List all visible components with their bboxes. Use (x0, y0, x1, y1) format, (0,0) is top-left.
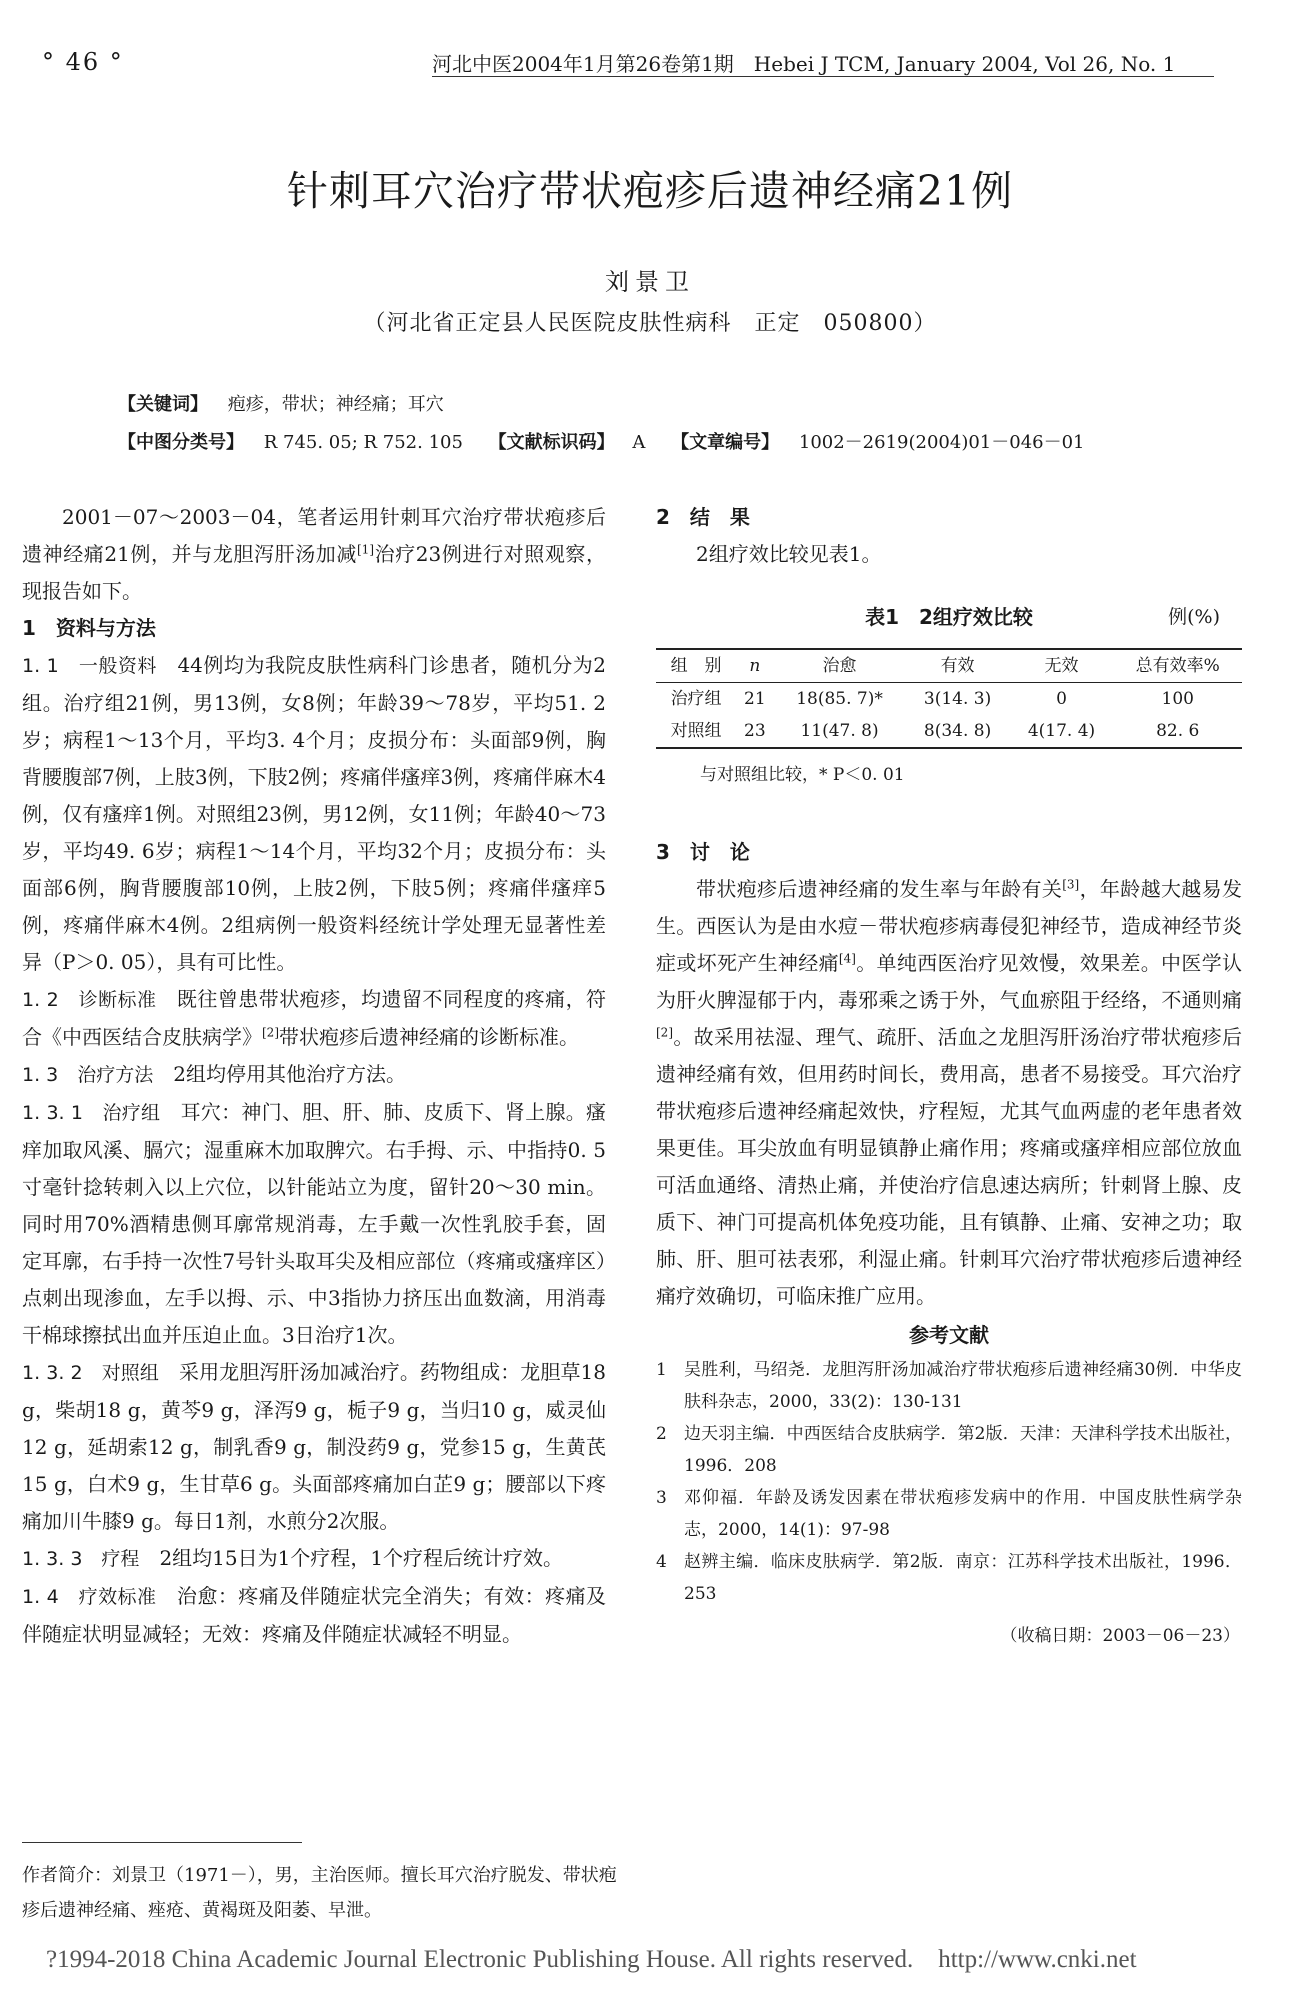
footnote-rule (22, 1842, 302, 1843)
citation-ref: [1] (357, 542, 374, 557)
keywords-label: 【关键词】 (118, 394, 208, 415)
table-header-cell: 无效 (1044, 656, 1079, 676)
subheading-1-4: 1. 4 疗效标准 (22, 1586, 157, 1608)
article-number: 1002－2619(2004)01－046－01 (798, 432, 1085, 453)
table-cell: 3(14. 3) (923, 689, 992, 709)
table-unit: 例(%) (1168, 606, 1220, 628)
author-name: 刘景卫 (605, 268, 695, 296)
citation-ref: [3] (1062, 877, 1080, 892)
table-header-row (656, 649, 1242, 683)
reference-item: 1 吴胜利，马绍尧．龙胆泻肝汤加减治疗带状疱疹后遗神经痛30例．中华皮肤科杂志，2000，33(2)：130-131 (656, 1354, 1242, 1418)
paragraph-1-2: 1. 2 诊断标准 既往曾患带状疱疹，均遗留不同程度的疼痛，符合《中西医结合皮肤病学》[2]带状疱疹后遗神经痛的诊断标准。 (22, 987, 607, 1049)
subheading-1-3-3: 1. 3. 3 疗程 (22, 1548, 140, 1570)
paragraph-1-3-3: 1. 3. 3 疗程 2组均15日为1个疗程，1个疗程后统计疗效。 (22, 1546, 564, 1570)
table-row (656, 715, 1242, 748)
subheading-1-3: 1. 3 治疗方法 (22, 1064, 154, 1086)
author-footnote: 作者简介：刘景卫（1971－），男，主治医师。擅长耳穴治疗脱发、带状疱疹后遗神经痛、痤疮、黄褐斑及阳萎、早泄。 (22, 1865, 617, 1921)
header-rule (432, 76, 1214, 77)
table-cell: 82. 6 (1156, 721, 1200, 741)
clc-number: R 745. 05; R 752. 105 (263, 432, 463, 453)
page-number: ° 46 ° (42, 48, 124, 76)
clc-label: 【中图分类号】 (118, 432, 244, 453)
citation-ref: [2] (262, 1025, 279, 1040)
table-header-cell: n (749, 656, 761, 676)
subheading-1-3-1: 1. 3. 1 治疗组 (22, 1102, 161, 1124)
keywords-line (118, 390, 444, 416)
citation-ref: [4] (838, 951, 856, 966)
running-header: 河北中医2004年1月第26卷第1期 Hebei J TCM, January 2004, Vol 26, No. 1 (432, 52, 1176, 76)
table-cell: 23 (744, 721, 766, 741)
reference-number: 2 (656, 1424, 667, 1444)
reference-item: 2 边天羽主编．中西医结合皮肤病学．第2版．天津：天津科学技术出版社，1996．208 (656, 1418, 1242, 1482)
paragraph-1-3-1: 1. 3. 1 治疗组 耳穴：神门、胆、肝、肺、皮质下、肾上腺。瘙痒加取风溪、膈穴；湿重麻木加取脾穴。右手拇、示、中指持0. 5寸毫针捻转刺入以上穴位，以针能站立为度，留针20～30 min。同时用70%酒精患侧耳廓常规消毒，左手戴一次性乳胶手套，固定耳廓，右手持一次性7号针头取耳尖及相应部位（疼痛或瘙痒区）点刺出现渗血，左手以拇、示、中3指协力挤压出血数滴，用消毒干棉球擦拭出血并压迫止血。3日治疗1次。 (22, 1100, 607, 1347)
doc-code-label: 【文献标识码】 (488, 432, 615, 453)
table-row (656, 683, 1242, 716)
table-caption: 表1 2组疗效比较 例(%) (656, 599, 1242, 636)
section-heading-1: 1 资料与方法 (22, 616, 156, 640)
subheading-1-1: 1. 1 一般资料 (22, 655, 157, 677)
reference-number: 3 (656, 1488, 667, 1508)
doc-code: A (632, 432, 646, 453)
table-cell: 对照组 (670, 721, 722, 741)
table-header-cell: 组 别 (670, 656, 722, 676)
references-heading: 参考文献 (909, 1323, 989, 1347)
section-heading-3: 3 讨 论 (656, 840, 750, 864)
right-column (656, 499, 1242, 1655)
section-heading-2: 2 结 果 (656, 505, 750, 529)
reference-item: 3 邓仰福．年龄及诱发因素在带状疱疹发病中的作用．中国皮肤性病学杂志，2000，14(1)：97-98 (656, 1482, 1242, 1546)
table-note: 与对照组比较，* P＜0. 01 (700, 765, 905, 785)
reference-number: 1 (656, 1360, 667, 1380)
reference-number: 4 (656, 1552, 667, 1572)
classification-line (118, 428, 1085, 454)
table-header-cell: 有效 (940, 656, 975, 676)
table-cell: 18(85. 7)* (796, 689, 883, 709)
subheading-1-2: 1. 2 诊断标准 (22, 989, 157, 1011)
efficacy-table (656, 648, 1242, 749)
table-cell: 11(47. 8) (800, 721, 879, 741)
paragraph-1-3-2: 1. 3. 2 对照组 采用龙胆泻肝汤加减治疗。药物组成：龙胆草18 g，柴胡18 g，黄芩9 g，泽泻9 g，栀子9 g，当归10 g，威灵仙12 g，延胡索12 g，制乳香9 g，制没药9 g，党参15 g，生黄芪15 g，白术9 g，生甘草6 g。头面部疼痛加白芷9 g；腰部以下疼痛加川牛膝9 g。每日1剂，水煎分2次服。 (22, 1360, 606, 1533)
citation-ref: [2] (656, 1025, 673, 1040)
results-paragraph: 2组疗效比较见表1。 (696, 542, 882, 566)
table-header-cell: 治愈 (822, 656, 857, 676)
table-cell: 21 (744, 689, 766, 709)
table-cell: 4(17. 4) (1027, 721, 1096, 741)
table-header-cell: 总有效率% (1135, 656, 1220, 676)
article-title: 针刺耳穴治疗带状疱疹后遗神经痛21例 (286, 167, 1014, 215)
intro-paragraph: 2001－07～2003－04，笔者运用针刺耳穴治疗带状疱疹后遗神经痛21例，并与龙胆泻肝汤加减[1]治疗23例进行对照观察，现报告如下。 (22, 505, 607, 603)
reference-item: 4 赵辨主编．临床皮肤病学．第2版．南京：江苏科学技术出版社，1996．253 (656, 1546, 1242, 1610)
keywords: 疱疹，带状；神经痛；耳穴 (227, 394, 444, 415)
paragraph-1-3: 1. 3 治疗方法 2组均停用其他治疗方法。 (22, 1062, 406, 1086)
paragraph-1-4: 1. 4 疗效标准 治愈：疼痛及伴随症状完全消失；有效：疼痛及伴随症状明显减轻；无效：疼痛及伴随症状减轻不明显。 (22, 1584, 607, 1646)
article-number-label: 【文章编号】 (671, 432, 780, 453)
copyright-notice: ?1994-2018 China Academic Journal Electronic Publishing House. All rights reserved. http://www.cnki.net (46, 1946, 1137, 1973)
author-affiliation: （河北省正定县人民医院皮肤性病科 正定 050800） (363, 311, 937, 336)
table-cell: 0 (1056, 689, 1067, 709)
table-cell: 治疗组 (670, 689, 722, 709)
subheading-1-3-2: 1. 3. 2 对照组 (22, 1362, 159, 1384)
discussion-paragraph: 带状疱疹后遗神经痛的发生率与年龄有关[3]，年龄越大越易发生。西医认为是由水痘－带状疱疹病毒侵犯神经节，造成神经节炎症或坏死产生神经痛[4]。单纯西医治疗见效慢，效果差。中医学认为肝火脾湿郁于内，毒邪乘之诱于外，气血瘀阻于经络，不通则痛[2]。故采用祛湿、理气、疏肝、活血之龙胆泻肝汤治疗带状疱疹后遗神经痛有效，但用药时间长，费用高，患者不易接受。耳穴治疗带状疱疹后遗神经痛起效快，疗程短，尤其气血两虚的老年患者效果更佳。耳尖放血有明显镇静止痛作用；疼痛或瘙痒相应部位放血可活血通络、清热止痛，并使治疗信息速达病所；针刺肾上腺、皮质下、神门可提高机体免疫功能，且有镇静、止痛、安神之功；取肺、肝、胆可祛表邪，利湿止痛。针刺耳穴治疗带状疱疹后遗神经痛疗效确切，可临床推广应用。 (656, 877, 1243, 1308)
table-cell: 100 (1161, 689, 1194, 709)
left-column (22, 499, 606, 1653)
table-cell: 8(34. 8) (923, 721, 992, 741)
paragraph-1-1: 1. 1 一般资料 44例均为我院皮肤性病科门诊患者，随机分为2组。治疗组21例，男13例，女8例；年龄39～78岁，平均51. 2岁；病程1～13个月，平均3. 4个月；皮损分布：头面部9例，胸背腰腹部7例，上肢3例，下肢2例；疼痛伴瘙痒3例，疼痛伴麻木4例，仅有瘙痒1例。对照组23例，男12例，女11例；年龄40～73岁，平均49. 6岁；病程1～14个月，平均32个月；皮损分布：头面部6例，胸背腰腹部10例，上肢2例，下肢5例；疼痛伴瘙痒5例，疼痛伴麻木4例。2组病例一般资料经统计学处理无显著性差异（P＞0. 05），具有可比性。 (22, 653, 607, 974)
received-date: （收稿日期：2003－06－23） (1000, 1626, 1240, 1646)
